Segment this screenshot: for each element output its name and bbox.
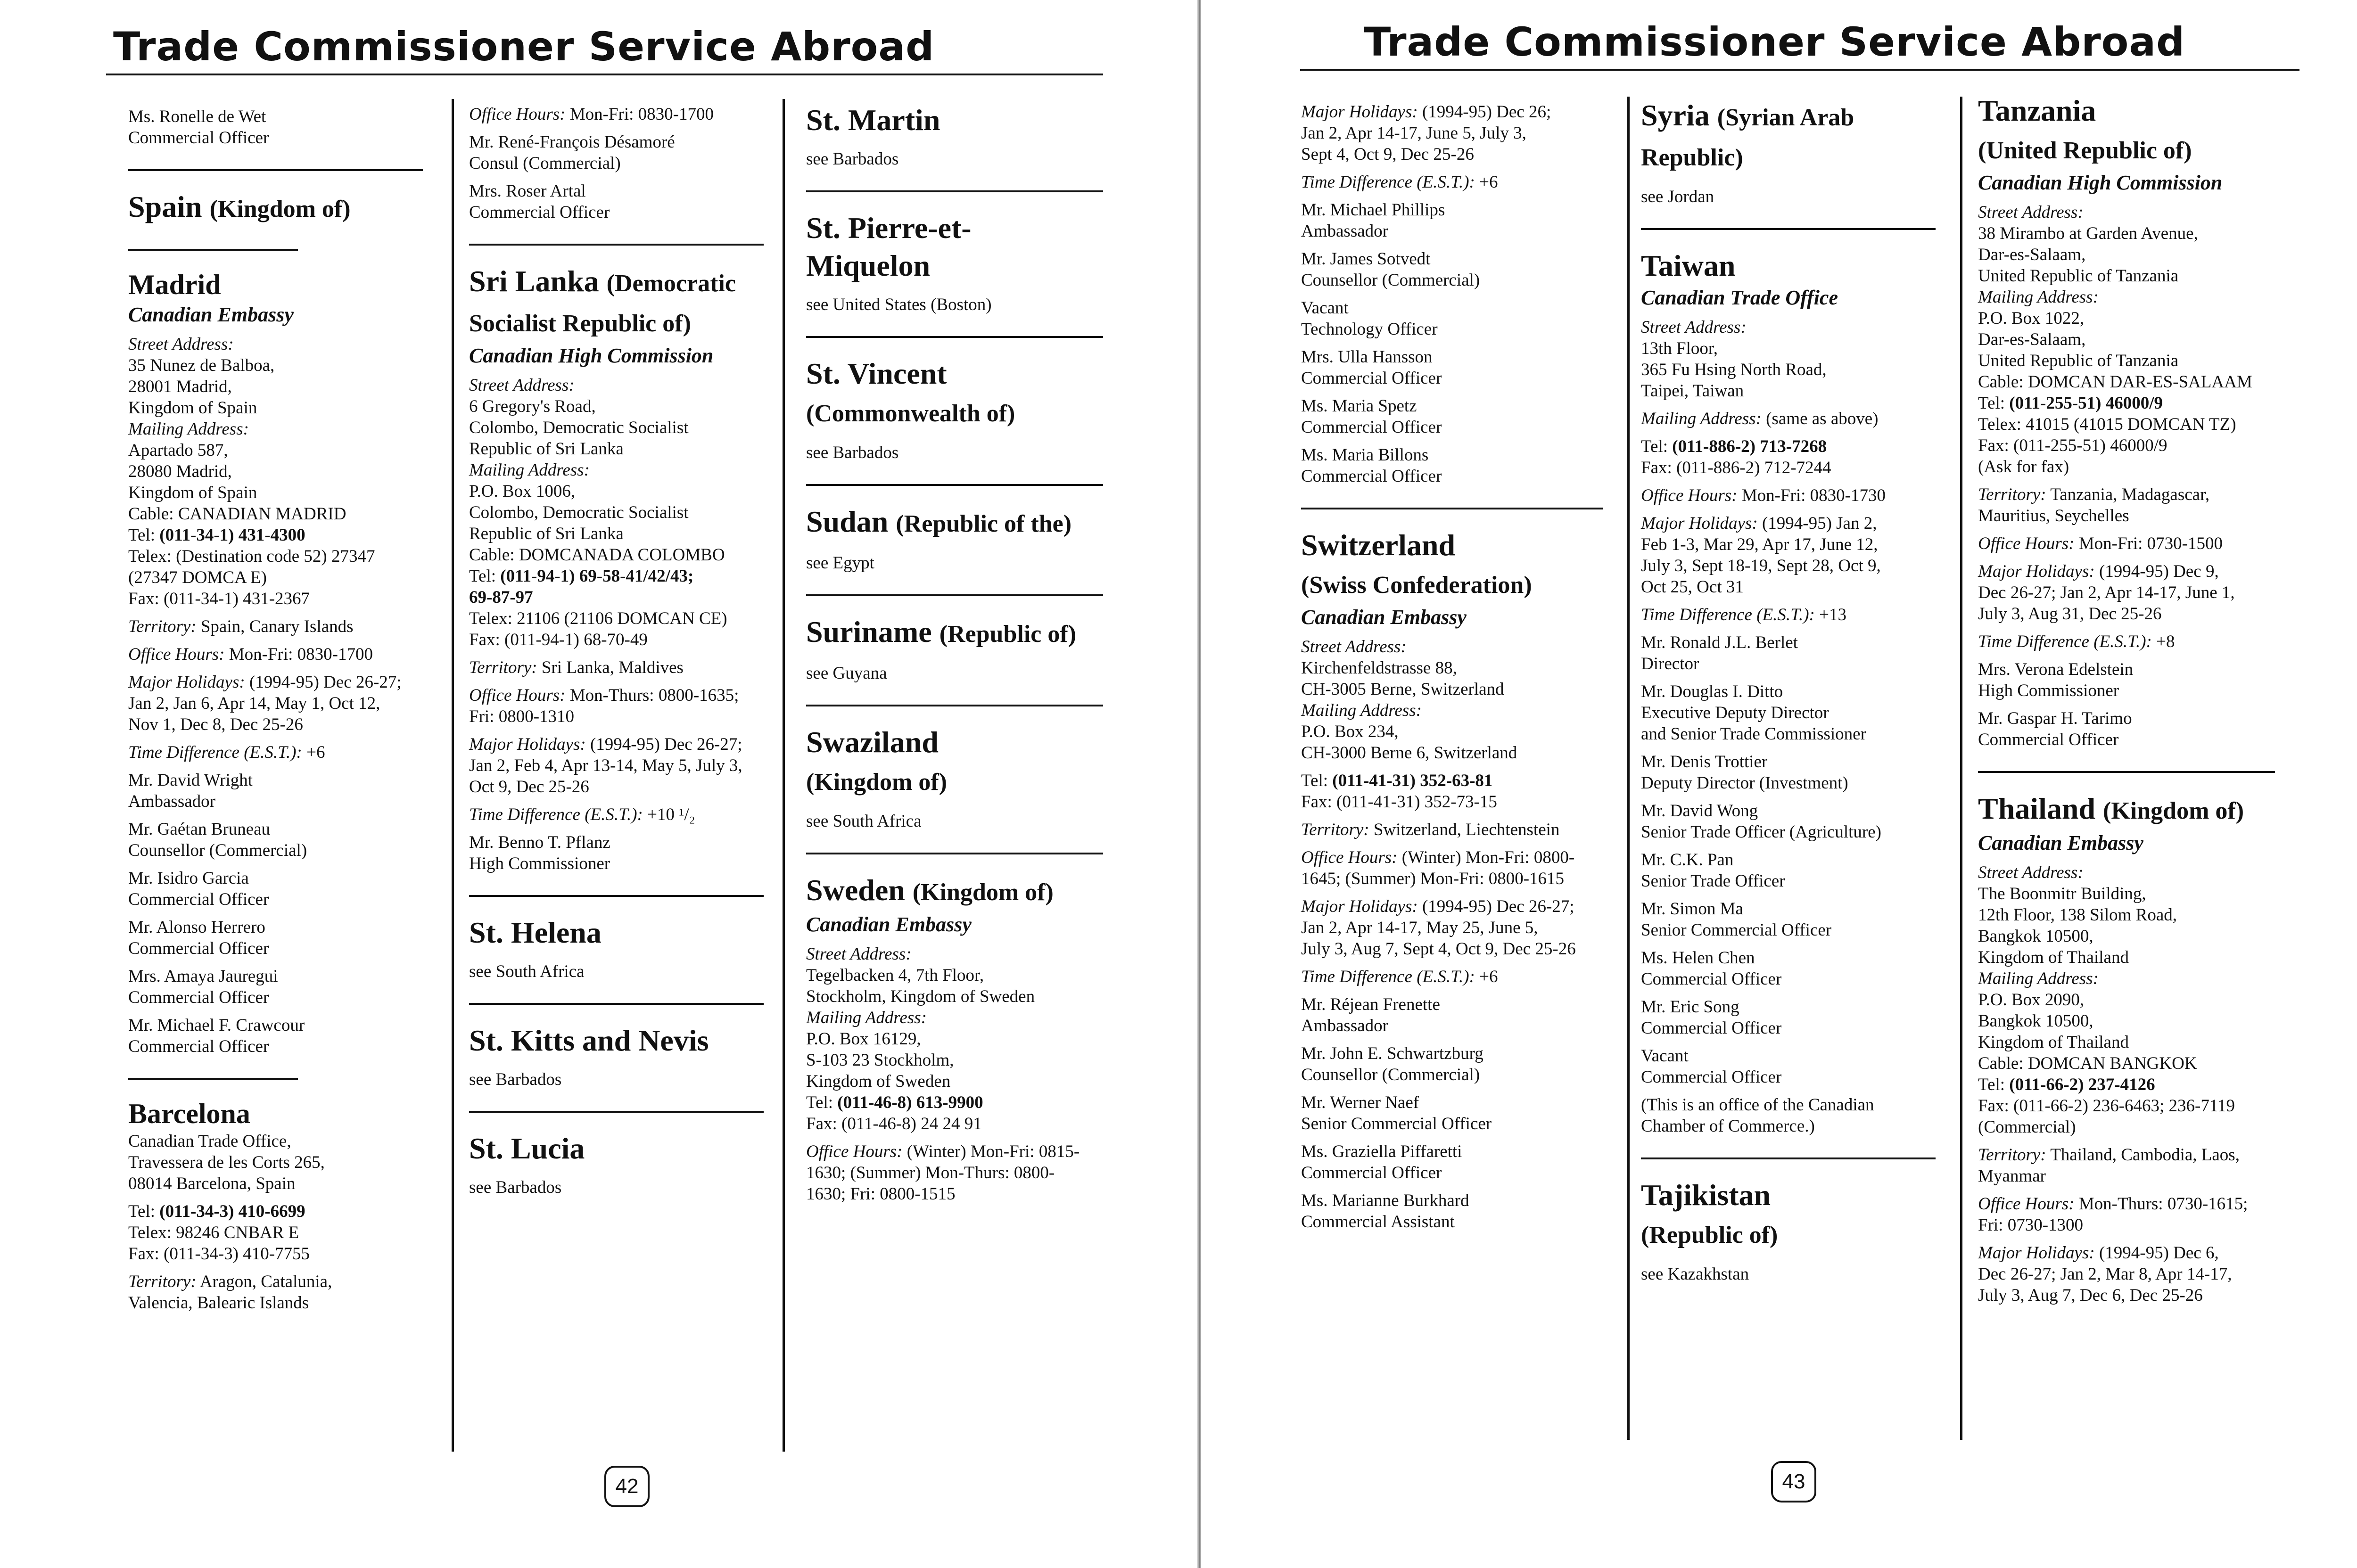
country-heading-syria: Syria (Syrian Arab — [1641, 99, 1854, 132]
column-2: Syria (Syrian Arab Republic) see Jordan Taiwan Canadian Trade Office Street Address: 13th Floor, 365 Fu Hsing North Road, Taipei, Taiwan Mailing Address: (same as above) Tel: (011-886-2) 713-7268 Fax: (011-886-2) 712-7244 Office Hours: Mon-Fri: 0830-1730 Major Holidays: (1994-95) Jan 2, Feb 1-3, Mar 29, Apr 17, June 12, July 3, Sept 18-19, Sept 28, Oct 9, Oct 25, Oct 31 Time Difference (E.S.T.): +13 Mr. Ronald J.L. Berlet Director Mr. Douglas I. Ditto Executive Deputy Director and Senior Trade Commissioner Mr. Denis Trottier Deputy Director (Investment) Mr. David Wong Senior Trade Officer (Agriculture) Mr. C.K. Pan Senior Trade Officer Mr. Simon Ma Senior Commercial Officer Ms. Helen Chen Commercial Officer Mr. Eric Song Commercial Officer Vacant Commercial Officer (This is an office of the Canadian Chamber of Commerce.) Tajikistan (Republic of) see Kazakhstan — [1641, 97, 1957, 1285]
country-heading-tajikistan: Tajikistan — [1641, 1178, 1771, 1212]
section-rule — [1301, 508, 1603, 509]
office-type: Canadian Trade Office — [1641, 286, 1838, 309]
contact-entry: Mr. Denis Trottier Deputy Director (Investment) — [1641, 752, 1848, 793]
page-number: 43 — [1771, 1461, 1816, 1502]
cable: Cable: CANADIAN MADRID — [128, 504, 346, 524]
contact-title: Commercial Officer — [128, 128, 269, 148]
major-holidays: Major Holidays: (1994-95) Dec 26-27; Jan 2, Jan 6, Apr 14, May 1, Oct 12, Nov 1, Dec 8, Dec 25-26 — [128, 673, 402, 734]
contact-entry: Mrs. Ulla Hansson Commercial Officer — [1301, 347, 1442, 388]
see-also: see Jordan — [1641, 187, 1714, 206]
section-rule — [806, 336, 1103, 338]
see-also: see Barbados — [806, 149, 899, 169]
country-heading-sudan: Sudan (Republic of the) — [806, 505, 1072, 538]
office-type: Canadian Embassy — [1301, 606, 1467, 629]
mailing-address: Mailing Address: (same as above) — [1641, 409, 1879, 428]
country-heading-sri-lanka: Sri Lanka (Democratic — [469, 264, 736, 298]
country-heading-st-martin: St. Martin — [806, 103, 940, 137]
contact-entry: Vacant Commercial Officer — [1641, 1046, 1782, 1087]
contact-entry: Ms. Maria Spetz Commercial Officer — [1301, 396, 1442, 437]
contact-entry: Mr. Douglas I. Ditto Executive Deputy Director and Senior Trade Commissioner — [1641, 682, 1866, 744]
country-heading-swaziland: Swaziland — [806, 725, 939, 759]
office-hours: Office Hours: Mon-Thurs: 0800-1635; Fri: 0800-1310 — [469, 686, 739, 726]
office-type: Canadian Embassy — [128, 303, 294, 326]
contact-entry: Mr. Werner Naef Senior Commercial Officer — [1301, 1093, 1492, 1133]
see-also: see Guyana — [806, 664, 887, 683]
page-number: 42 — [604, 1466, 650, 1507]
page-43 — [1201, 0, 2357, 1568]
major-holidays: Major Holidays: (1994-95) Dec 26; Jan 2, Apr 14-17, June 5, July 3, Sept 4, Oct 9, Dec 25-26 — [1301, 102, 1551, 164]
address-block: Street Address: The Boonmitr Building, 12th Floor, 138 Silom Road, Bangkok 10500, Kingdom of Thailand Mailing Address: P.O. Box 2090, Bangkok 10500, Kingdom of Thailand Cable: DOMCAN BANGKOK Tel: (011-66-2) 237-4126 Fax: (011-66-2) 236-6463; 236-7119 (Commercial) — [1978, 863, 2235, 1137]
contact-entry: Mr. John E. Schwartzburg Counsellor (Commercial) — [1301, 1044, 1483, 1084]
column-3: St. Martin see Barbados St. Pierre-et- Miquelon see United States (Boston) St. Vincent (Commonwealth of) see Barbados Sudan (Republic of the) see Egypt Suriname (Republic of) see Guyana Swaziland (Kingdom of) see South Africa Sweden (Kingdom of) Canadian Embassy Street Address: Tegelbacken 4, 7th Floor, Stockholm, Kingdom of Sweden Mailing Address: P.O. Box 16129, S-103 23 Stockholm, Kingdom of Sweden Tel: (011-46-8) 613-9900 Fax: (011-46-8) 24 24 91 Office Hours: (Winter) Mon-Fri: 0815- 1630; (Summer) Mon-Thurs: 0800- 1630; Fri: 0800-1515 — [806, 101, 1108, 1211]
contact-entry: Mr. Gaspar H. Tarimo Commercial Officer — [1978, 709, 2132, 749]
see-also: see Egypt — [806, 553, 874, 573]
contact-entry: Mr. Eric Song Commercial Officer — [1641, 997, 1782, 1038]
time-difference: Time Difference (E.S.T.): +8 — [1978, 632, 2175, 651]
contact-entry: Mr. David Wong Senior Trade Officer (Agriculture) — [1641, 801, 1881, 842]
time-difference: Time Difference (E.S.T.): +6 — [128, 743, 325, 762]
major-holidays: Major Holidays: (1994-95) Dec 6, Dec 26-27; Jan 2, Mar 8, Apr 14-17, July 3, Aug 7, Dec 6, Dec 25-26 — [1978, 1243, 2232, 1305]
section-rule — [806, 853, 1103, 854]
territory: Territory: Switzerland, Liechtenstein — [1301, 820, 1560, 839]
office-hours: Office Hours: Mon-Fri: 0830-1700 — [128, 645, 373, 664]
country-heading-suriname: Suriname (Republic of) — [806, 615, 1077, 649]
contact-entry: Mr. David Wright Ambassador — [128, 771, 253, 811]
time-difference: Time Difference (E.S.T.): +6 — [1301, 172, 1498, 192]
contact-entry: Ms. Helen Chen Commercial Officer — [1641, 948, 1782, 989]
contact-entry: Vacant Technology Officer — [1301, 298, 1438, 339]
see-also: see South Africa — [469, 962, 585, 981]
contact-entry: Ms. Marianne Burkhard Commercial Assistant — [1301, 1191, 1469, 1231]
header-rule — [1300, 69, 2299, 71]
column-divider — [1627, 97, 1630, 1440]
territory: Territory: Aragon, Catalunia, Valencia, Balearic Islands — [128, 1272, 332, 1313]
country-heading-st-lucia: St. Lucia — [469, 1132, 585, 1165]
office-hours: Office Hours: Mon-Thurs: 0730-1615; Fri: 0730-1300 — [1978, 1194, 2248, 1235]
territory: Territory: Thailand, Cambodia, Laos, Myanmar — [1978, 1145, 2240, 1186]
office-hours: Office Hours: Mon-Fri: 0830-1700 — [469, 105, 714, 124]
section-rule — [469, 1003, 764, 1005]
section-rule — [469, 244, 764, 246]
section-rule — [1978, 771, 2275, 773]
column-divider — [783, 99, 785, 1452]
page-header-title: Trade Commissioner Service Abroad — [1364, 19, 2185, 65]
street-address-label: Street Address: — [128, 335, 234, 354]
see-also: see Kazakhstan — [1641, 1264, 1749, 1284]
major-holidays: Major Holidays: (1994-95) Dec 9, Dec 26-27; Jan 2, Apr 14-17, June 1, July 3, Aug 31, Dec 25-26 — [1978, 562, 2235, 624]
address-block: Canadian Trade Office, Travessera de les Corts 265, 08014 Barcelona, Spain — [128, 1132, 325, 1193]
see-also: see South Africa — [806, 812, 922, 831]
section-rule — [469, 1111, 764, 1113]
office-hours: Office Hours: Mon-Fri: 0730-1500 — [1978, 534, 2223, 553]
country-heading-st-helena: St. Helena — [469, 916, 602, 949]
address-block: Street Address: Kirchenfeldstrasse 88, CH-3005 Berne, Switzerland Mailing Address: P.O. Box 234, CH-3000 Berne 6, Switzerland — [1301, 637, 1517, 763]
telex: Telex: (Destination code 52) 27347 — [128, 547, 375, 566]
contact-entry: Mr. Simon Ma Senior Commercial Officer — [1641, 899, 1832, 940]
contact-entry: Mr. René-François Désamoré Consul (Commercial) — [469, 132, 675, 173]
column-1 — [128, 106, 435, 1320]
address-block: Street Address: Tegelbacken 4, 7th Floor, Stockholm, Kingdom of Sweden Mailing Address: P.O. Box 16129, S-103 23 Stockholm, Kingdom of Sweden Tel: (011-46-8) 613-9900 Fax: (011-46-8) 24 24 91 — [806, 944, 1035, 1133]
section-rule — [806, 594, 1103, 596]
country-heading-thailand: Thailand (Kingdom of) — [1978, 792, 2244, 825]
country-heading-sweden: Sweden (Kingdom of) — [806, 873, 1054, 907]
mailing-address-label: Mailing Address: — [128, 419, 249, 439]
section-rule — [1641, 1158, 1936, 1159]
address-block: Street Address: 13th Floor, 365 Fu Hsing North Road, Taipei, Taiwan — [1641, 318, 1827, 401]
major-holidays: Major Holidays: (1994-95) Dec 26-27; Jan 2, Apr 14-17, May 25, June 5, July 3, Aug 7, Sept 4, Oct 9, Dec 25-26 — [1301, 897, 1576, 959]
territory: Territory: Sri Lanka, Maldives — [469, 658, 684, 677]
fax: Fax: (011-34-1) 431-2367 — [128, 589, 310, 608]
contact-entry: Mrs. Verona Edelstein High Commissioner — [1978, 660, 2134, 700]
contact-entry: Mrs. Amaya Jauregui Commercial Officer — [128, 967, 278, 1007]
major-holidays: Major Holidays: (1994-95) Dec 26-27; Jan 2, Feb 4, Apr 13-14, May 5, July 3, Oct 9, Dec 25-26 — [469, 735, 742, 796]
telephone: Tel: (011-34-1) 431-4300 — [128, 525, 305, 545]
country-heading-st-kitts: St. Kitts and Nevis — [469, 1024, 709, 1057]
city-heading-madrid: Madrid — [128, 269, 221, 300]
major-holidays: Major Holidays: (1994-95) Jan 2, Feb 1-3, Mar 29, Apr 17, June 12, July 3, Sept 18-19, Sept 28, Oct 9, Oct 25, Oct 31 — [1641, 514, 1881, 597]
page-header-title: Trade Commissioner Service Abroad — [113, 24, 935, 70]
section-rule — [806, 484, 1103, 486]
contact-entry: Mr. Benno T. Pflanz High Commissioner — [469, 833, 610, 873]
office-type: Canadian High Commission — [1978, 171, 2223, 194]
address-block: Street Address: 38 Mirambo at Garden Avenue, Dar-es-Salaam, United Republic of Tanzania Mailing Address: P.O. Box 1022, Dar-es-Salaam, United Republic of Tanzania Cable: DOMCAN DAR-ES-SALAAM Tel: (011-255-51) 46000/9 Telex: 41015 (41015 DOMCAN TZ) Fax: (011-255-51) 46000/9 (Ask for fax) — [1978, 203, 2252, 476]
section-rule — [469, 895, 764, 897]
section-rule — [128, 169, 423, 171]
column-2: Office Hours: Mon-Fri: 0830-1700 Mr. René-François Désamoré Consul (Commercial) Mrs. Roser Artal Commercial Officer Sri Lanka (Democratic Socialist Republic of) Canadian High Commission Street Address: 6 Gregory's Road, Colombo, Democratic Socialist Republic of Sri Lanka Mailing Address: P.O. Box 1006, Colombo, Democratic Socialist Republic of Sri Lanka Cable: DOMCANADA COLOMBO Tel: (011-94-1) 69-58-41/42/43; 69-87-97 Telex: 21106 (21106 DOMCAN CE) Fax: (011-94-1) 68-70-49 Territory: Sri Lanka, Maldives Office Hours: Mon-Thurs: 0800-1635; Fri: 0800-1310 Major Holidays: (1994-95) Dec 26-27; Jan 2, Feb 4, Apr 13-14, May 5, July 3, Oct 9, Dec 25-26 Time Difference (E.S.T.): +10 ¹/₂ Mr. Benno T. Pflanz High Commissioner St. Helena see South Africa St. Kitts and Nevis see Barbados St. Lucia see Barbados — [469, 104, 775, 1198]
contact-entry: Mr. Réjean Frenette Ambassador — [1301, 995, 1440, 1035]
office-note: (This is an office of the Canadian Chamber of Commerce.) — [1641, 1095, 1874, 1136]
contact-entry: Mrs. Roser Artal Commercial Officer — [469, 181, 610, 222]
territory: Territory: Tanzania, Madagascar, Mauritius, Seychelles — [1978, 485, 2210, 525]
country-heading-tanzania: Tanzania — [1978, 94, 2096, 127]
see-also: see Barbados — [469, 1070, 562, 1089]
section-rule — [128, 249, 298, 251]
contact-entry: Mr. Alonso Herrero Commercial Officer — [128, 918, 269, 958]
header-rule — [106, 74, 1103, 75]
contact-entry — [128, 106, 435, 148]
contact-entry: Mr. Isidro Garcia Commercial Officer — [128, 869, 269, 909]
see-also: see United States (Boston) — [806, 295, 992, 314]
address-block: Street Address: 6 Gregory's Road, Colombo, Democratic Socialist Republic of Sri Lanka Mailing Address: P.O. Box 1006, Colombo, Democratic Socialist Republic of Sri Lanka Cable: DOMCANADA COLOMBO Tel: (011-94-1) 69-58-41/42/43; 69-87-97 Telex: 21106 (21106 DOMCAN CE) Fax: (011-94-1) 68-70-49 — [469, 376, 727, 649]
country-heading-taiwan: Taiwan — [1641, 249, 1736, 282]
column-3: Tanzania (United Republic of) Canadian High Commission Street Address: 38 Mirambo at Garden Avenue, Dar-es-Salaam, United Republic of Tanzania Mailing Address: P.O. Box 1022, Dar-es-Salaam, United Republic of Tanzania Cable: DOMCAN DAR-ES-SALAAM Tel: (011-255-51) 46000/9 Telex: 41015 (41015 DOMCAN TZ) Fax: (011-255-51) 46000/9 (Ask for fax) Territory: Tanzania, Madagascar, Mauritius, Seychelles Office Hours: Mon-Fri: 0730-1500 Major Holidays: (1994-95) Dec 9, Dec 26-27; Jan 2, Apr 14-17, June 1, July 3, Aug 31, Dec 25-26 Time Difference (E.S.T.): +8 Mrs. Verona Edelstein High Commissioner Mr. Gaspar H. Tarimo Commercial Officer Thailand (Kingdom of) Canadian Embassy Street Address: The Boonmitr Building, 12th Floor, 138 Silom Road, Bangkok 10500, Kingdom of Thailand Mailing Address: P.O. Box 2090, Bangkok 10500, Kingdom of Thailand Cable: DOMCAN BANGKOK Tel: (011-66-2) 237-4126 Fax: (011-66-2) 236-6463; 236-7119 (Commercial) Territory: Thailand, Cambodia, Laos, Myanmar Office Hours: Mon-Thurs: 0730-1615; Fri: 0730-1300 Major Holidays: (1994-95) Dec 6, Dec 26-27; Jan 2, Mar 8, Apr 14-17, July 3, Aug 7, Dec 6, Dec 25-26 — [1978, 92, 2299, 1313]
contact-entry: Mr. Ronald J.L. Berlet Director — [1641, 633, 1798, 673]
country-heading-st-pierre: St. Pierre-et- Miquelon — [806, 211, 972, 282]
contact-entry: Ms. Graziella Piffaretti Commercial Officer — [1301, 1142, 1462, 1182]
contact-numbers: Tel: (011-41-31) 352-63-81 Fax: (011-41-31) 352-73-15 — [1301, 771, 1497, 812]
office-hours: Office Hours: (Winter) Mon-Fri: 0800- 1645; (Summer) Mon-Fri: 0800-1615 — [1301, 848, 1575, 888]
section-rule — [806, 190, 1103, 192]
section-rule — [128, 1078, 298, 1080]
contact-entry: Mr. Michael F. Crawcour Commercial Officer — [128, 1016, 305, 1056]
office-hours: Office Hours: Mon-Fri: 0830-1730 — [1641, 486, 1886, 505]
address-block: Street Address: 35 Nunez de Balboa, 28001 Madrid, Kingdom of Spain Mailing Address: Apartado 587, 28080 Madrid, Kingdom of Spain Cable: CANADIAN MADRID Tel: (011-34-1) 431-4300 Telex: (Destination code 52) 27347 (27347 DOMCA E) Fax: (011-34-1) 431-2367 — [128, 334, 435, 609]
contact-entry: Mr. James Sotvedt Counsellor (Commercial) — [1301, 249, 1480, 290]
see-also: see Barbados — [469, 1178, 562, 1197]
time-difference: Time Difference (E.S.T.): +13 — [1641, 605, 1847, 624]
country-heading-spain: Spain (Kingdom of) — [128, 190, 351, 223]
country-heading-st-vincent: St. Vincent — [806, 357, 947, 390]
contact-numbers: Tel: (011-34-3) 410-6699 Telex: 98246 CNBAR E Fax: (011-34-3) 410-7755 — [128, 1202, 310, 1264]
office-type: Canadian Embassy — [806, 913, 972, 936]
time-difference: Time Difference (E.S.T.): +10 ¹/₂ — [469, 805, 695, 824]
section-rule — [1641, 228, 1936, 230]
country-heading-switzerland: Switzerland — [1301, 528, 1456, 562]
contact-name: Ms. Ronelle de Wet — [128, 107, 266, 126]
contact-entry: Ms. Maria Billons Commercial Officer — [1301, 445, 1442, 486]
city-heading-barcelona: Barcelona — [128, 1098, 250, 1129]
see-also: see Barbados — [806, 443, 899, 462]
office-type: Canadian Embassy — [1978, 831, 2143, 854]
section-rule — [806, 705, 1103, 706]
column-1: Major Holidays: (1994-95) Dec 26; Jan 2, Apr 14-17, June 5, July 3, Sept 4, Oct 9, Dec 25-26 Time Difference (E.S.T.): +6 Mr. Michael Phillips Ambassador Mr. James Sotvedt Counsellor (Commercial) Vacant Technology Officer Mrs. Ulla Hansson Commercial Officer Ms. Maria Spetz Commercial Officer Ms. Maria Billons Commercial Officer Switzerland (Swiss Confederation) Canadian Embassy Street Address: Kirchenfeldstrasse 88, CH-3005 Berne, Switzerland Mailing Address: P.O. Box 234, CH-3000 Berne 6, Switzerland Tel: (011-41-31) 352-63-81 Fax: (011-41-31) 352-73-15 Territory: Switzerland, Liechtenstein Office Hours: (Winter) Mon-Fri: 0800- 1645; (Summer) Mon-Fri: 0800-1615 Major Holidays: (1994-95) Dec 26-27; Jan 2, Apr 14-17, May 25, June 5, July 3, Aug 7, Sept 4, Oct 9, Dec 25-26 Time Difference (E.S.T.): +6 Mr. Réjean Frenette Ambassador Mr. John E. Schwartzburg Counsellor (Commercial) Mr. Werner Naef Senior Commercial Officer Ms. Graziella Piffaretti Commercial Officer Ms. Marianne Burkhard Commercial Assistant — [1301, 101, 1617, 1239]
contact-entry: Mr. Michael Phillips Ambassador — [1301, 200, 1445, 241]
column-divider — [1960, 97, 1962, 1440]
office-hours: Office Hours: (Winter) Mon-Fri: 0815- 1630; (Summer) Mon-Thurs: 0800- 1630; Fri: 0800-1515 — [806, 1142, 1080, 1204]
column-divider — [452, 99, 454, 1452]
contact-entry: Mr. C.K. Pan Senior Trade Officer — [1641, 850, 1785, 891]
time-difference: Time Difference (E.S.T.): +6 — [1301, 967, 1498, 986]
office-type: Canadian High Commission — [469, 344, 714, 367]
contact-numbers: Tel: (011-886-2) 713-7268 Fax: (011-886-2) 712-7244 — [1641, 437, 1831, 477]
territory: Territory: Spain, Canary Islands — [128, 617, 354, 636]
contact-entry: Mr. Gaétan Bruneau Counsellor (Commercial) — [128, 820, 307, 860]
